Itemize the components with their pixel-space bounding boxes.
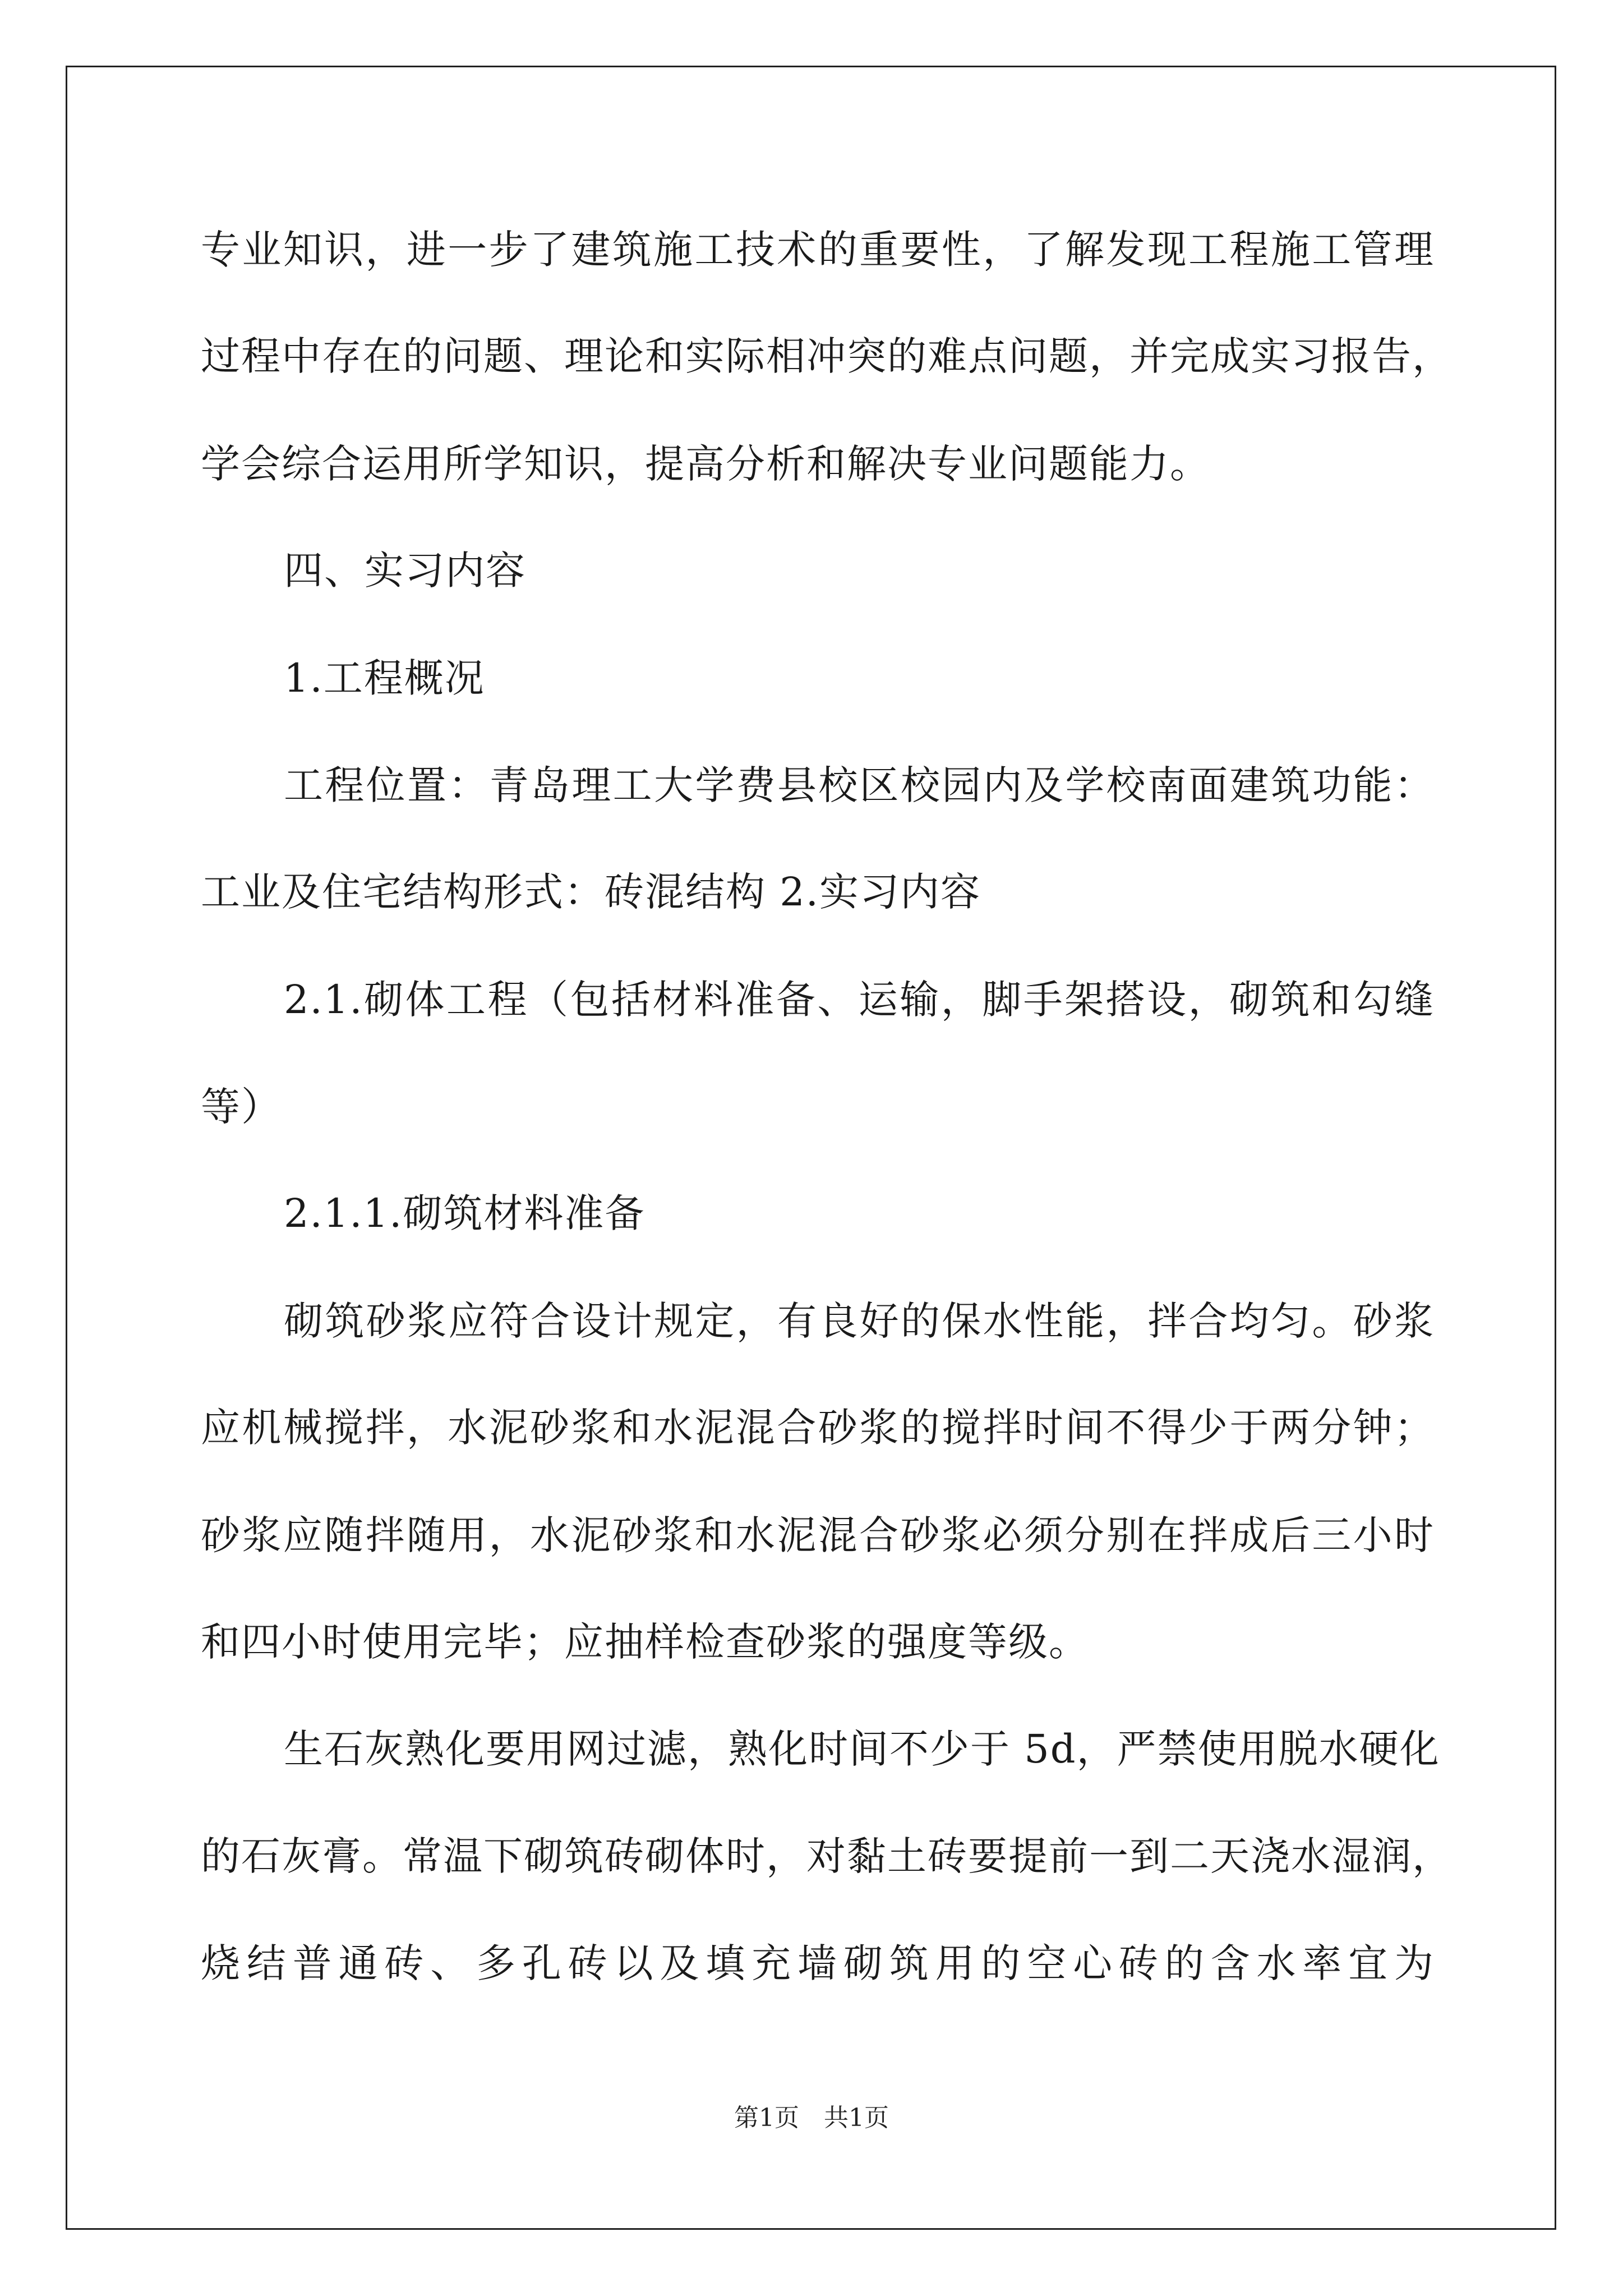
page-number-footer: 第1页 共1页 <box>734 2104 889 2132</box>
text-line: 工程位置：青岛理工大学费县校区校园内及学校南面建筑功能： <box>284 762 1435 808</box>
text-line: 学会综合运用所学知识，提高分析和解决专业问题能力。 <box>201 441 1210 487</box>
text-line: 的石灰膏。常温下砌筑砖砌体时，对黏土砖要提前一到二天浇水湿润， <box>201 1833 1453 1879</box>
page-border <box>66 66 1556 2230</box>
text-line: 工业及住宅结构形式：砖混结构 2.实习内容 <box>201 869 981 915</box>
text-line: 应机械搅拌，水泥砂浆和水泥混合砂浆的搅拌时间不得少于两分钟； <box>201 1405 1435 1451</box>
subsection-heading: 2.1.1.砌筑材料准备 <box>284 1190 645 1236</box>
section-heading: 四、实习内容 <box>284 547 526 593</box>
text-line: 等） <box>201 1084 282 1130</box>
subsection-heading: 1.工程概况 <box>284 655 485 701</box>
text-line: 烧结普通砖、多孔砖以及填充墙砌筑用的空心砖的含水率宜为 <box>201 1940 1435 1986</box>
text-line: 专业知识，进一步了建筑施工技术的重要性，了解发现工程施工管理 <box>201 227 1435 273</box>
text-line: 砌筑砂浆应符合设计规定，有良好的保水性能，拌合均匀。砂浆 <box>284 1298 1435 1344</box>
text-line: 和四小时使用完毕；应抽样检查砂浆的强度等级。 <box>201 1619 1089 1665</box>
text-line: 砂浆应随拌随用，水泥砂浆和水泥混合砂浆必须分别在拌成后三小时 <box>201 1512 1435 1558</box>
subsection-heading: 2.1.砌体工程（包括材料准备、运输，脚手架搭设，砌筑和勾缝 <box>284 977 1435 1023</box>
text-line: 过程中存在的问题、理论和实际相冲突的难点问题，并完成实习报告， <box>201 333 1453 379</box>
text-line: 生石灰熟化要用网过滤，熟化时间不少于 5d，严禁使用脱水硬化 <box>284 1726 1440 1772</box>
